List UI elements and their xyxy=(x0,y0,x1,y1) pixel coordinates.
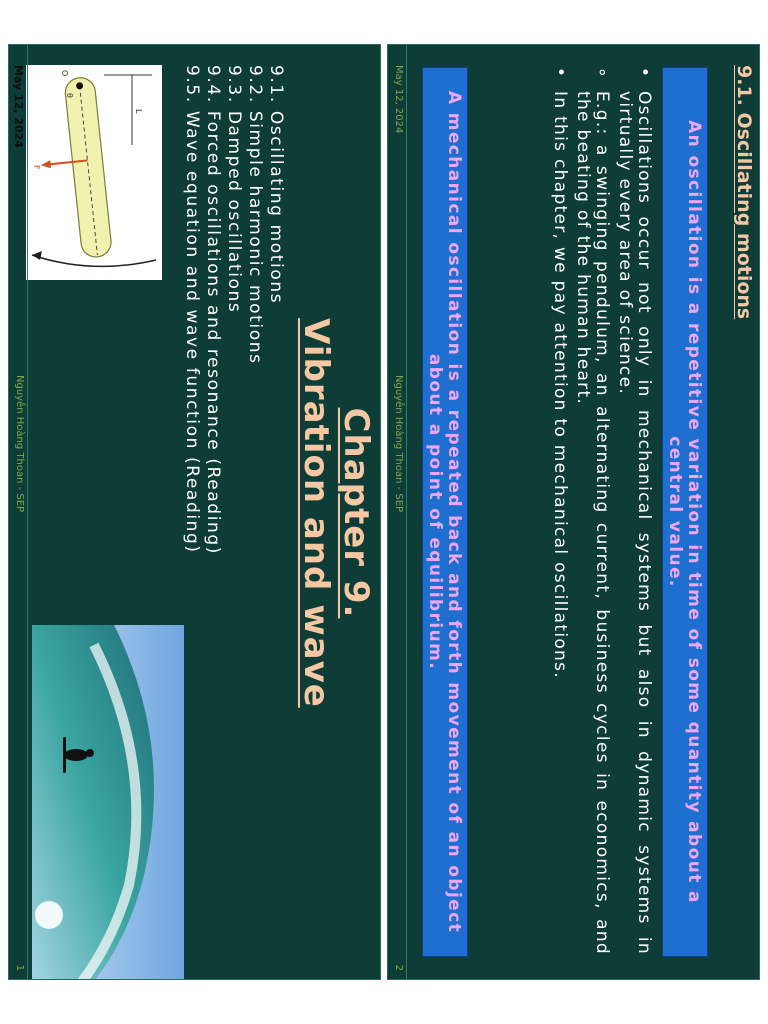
pendulum-bar xyxy=(64,76,113,258)
toc-item: 9.5. Wave equation and wave function (Reading) xyxy=(182,65,202,554)
footer-date: May 12, 2024 xyxy=(12,65,25,148)
slide-2-footer xyxy=(387,45,407,980)
label-theta: θ xyxy=(65,93,74,98)
bullet-icon: • xyxy=(634,67,654,79)
label-F: F xyxy=(32,165,41,170)
toc-item: 9.2. Simple harmonic motions xyxy=(245,65,265,365)
footer-date: May 12, 2024 xyxy=(393,65,404,134)
footer-page-number: 1 xyxy=(14,964,25,971)
wave-illustration xyxy=(32,625,184,980)
toc-item: 9.1. Oscillating motions xyxy=(266,65,286,305)
paragraph-text: Oscillations occur not only in mechanical systems but also in dynamic systems in virtually every area of science. xyxy=(615,91,654,955)
mechanical-oscillation-box xyxy=(422,67,468,957)
paragraph xyxy=(550,65,569,955)
footer-author: Nguyễn Hoàng Thoan - SEP xyxy=(393,375,404,513)
paragraph-text: E.g.: a swinging pendulum, an alternating current, business cycles in economics, and the beating of the human heart. xyxy=(573,91,612,955)
toc-item: 9.3. Damped oscillations xyxy=(224,65,244,314)
label-L: L xyxy=(134,109,143,114)
table-of-contents xyxy=(181,65,286,825)
label-o: O xyxy=(60,70,69,77)
oscillation-definition: An oscillation is a repetitive variation in time of some quantity about a central value. xyxy=(665,120,704,904)
section-heading: 9.1. Oscillating motions xyxy=(733,65,755,320)
force-arrowhead xyxy=(40,160,51,169)
paragraph xyxy=(615,65,653,955)
slide-2-body xyxy=(546,65,653,955)
mechanical-oscillation-definition: A mechanical oscillation is a repeated back and forth movement of an object about a point of equilibrium. xyxy=(425,90,464,934)
slide-1-content xyxy=(9,45,381,980)
sub-bullet-icon: ∘ xyxy=(592,67,612,79)
wave-surfer-image xyxy=(32,625,184,980)
bullet-icon: • xyxy=(550,67,570,79)
footer-page-number: 2 xyxy=(393,964,404,971)
chapter-subtitle: Vibration and wave xyxy=(296,318,336,708)
slide-1-footer xyxy=(8,45,28,980)
pendulum-drawing xyxy=(26,65,162,280)
sun-icon xyxy=(35,901,63,929)
arc-arrowhead xyxy=(32,251,42,260)
pendulum-figure xyxy=(26,65,162,280)
footer-author: Nguyễn Hoàng Thoan - SEP xyxy=(14,375,25,513)
slide-2 xyxy=(387,44,760,980)
paragraph-text: In this chapter, we pay attention to mechanical oscillations. xyxy=(550,91,570,679)
slide-1 xyxy=(8,44,381,980)
toc-item: 9.4. Forced oscillations and resonance (Reading) xyxy=(203,65,223,556)
paragraph xyxy=(573,65,611,955)
chapter-title: Chapter 9. xyxy=(336,407,376,619)
oscillation-definition-box xyxy=(662,67,708,957)
slide-2-content xyxy=(388,45,760,980)
